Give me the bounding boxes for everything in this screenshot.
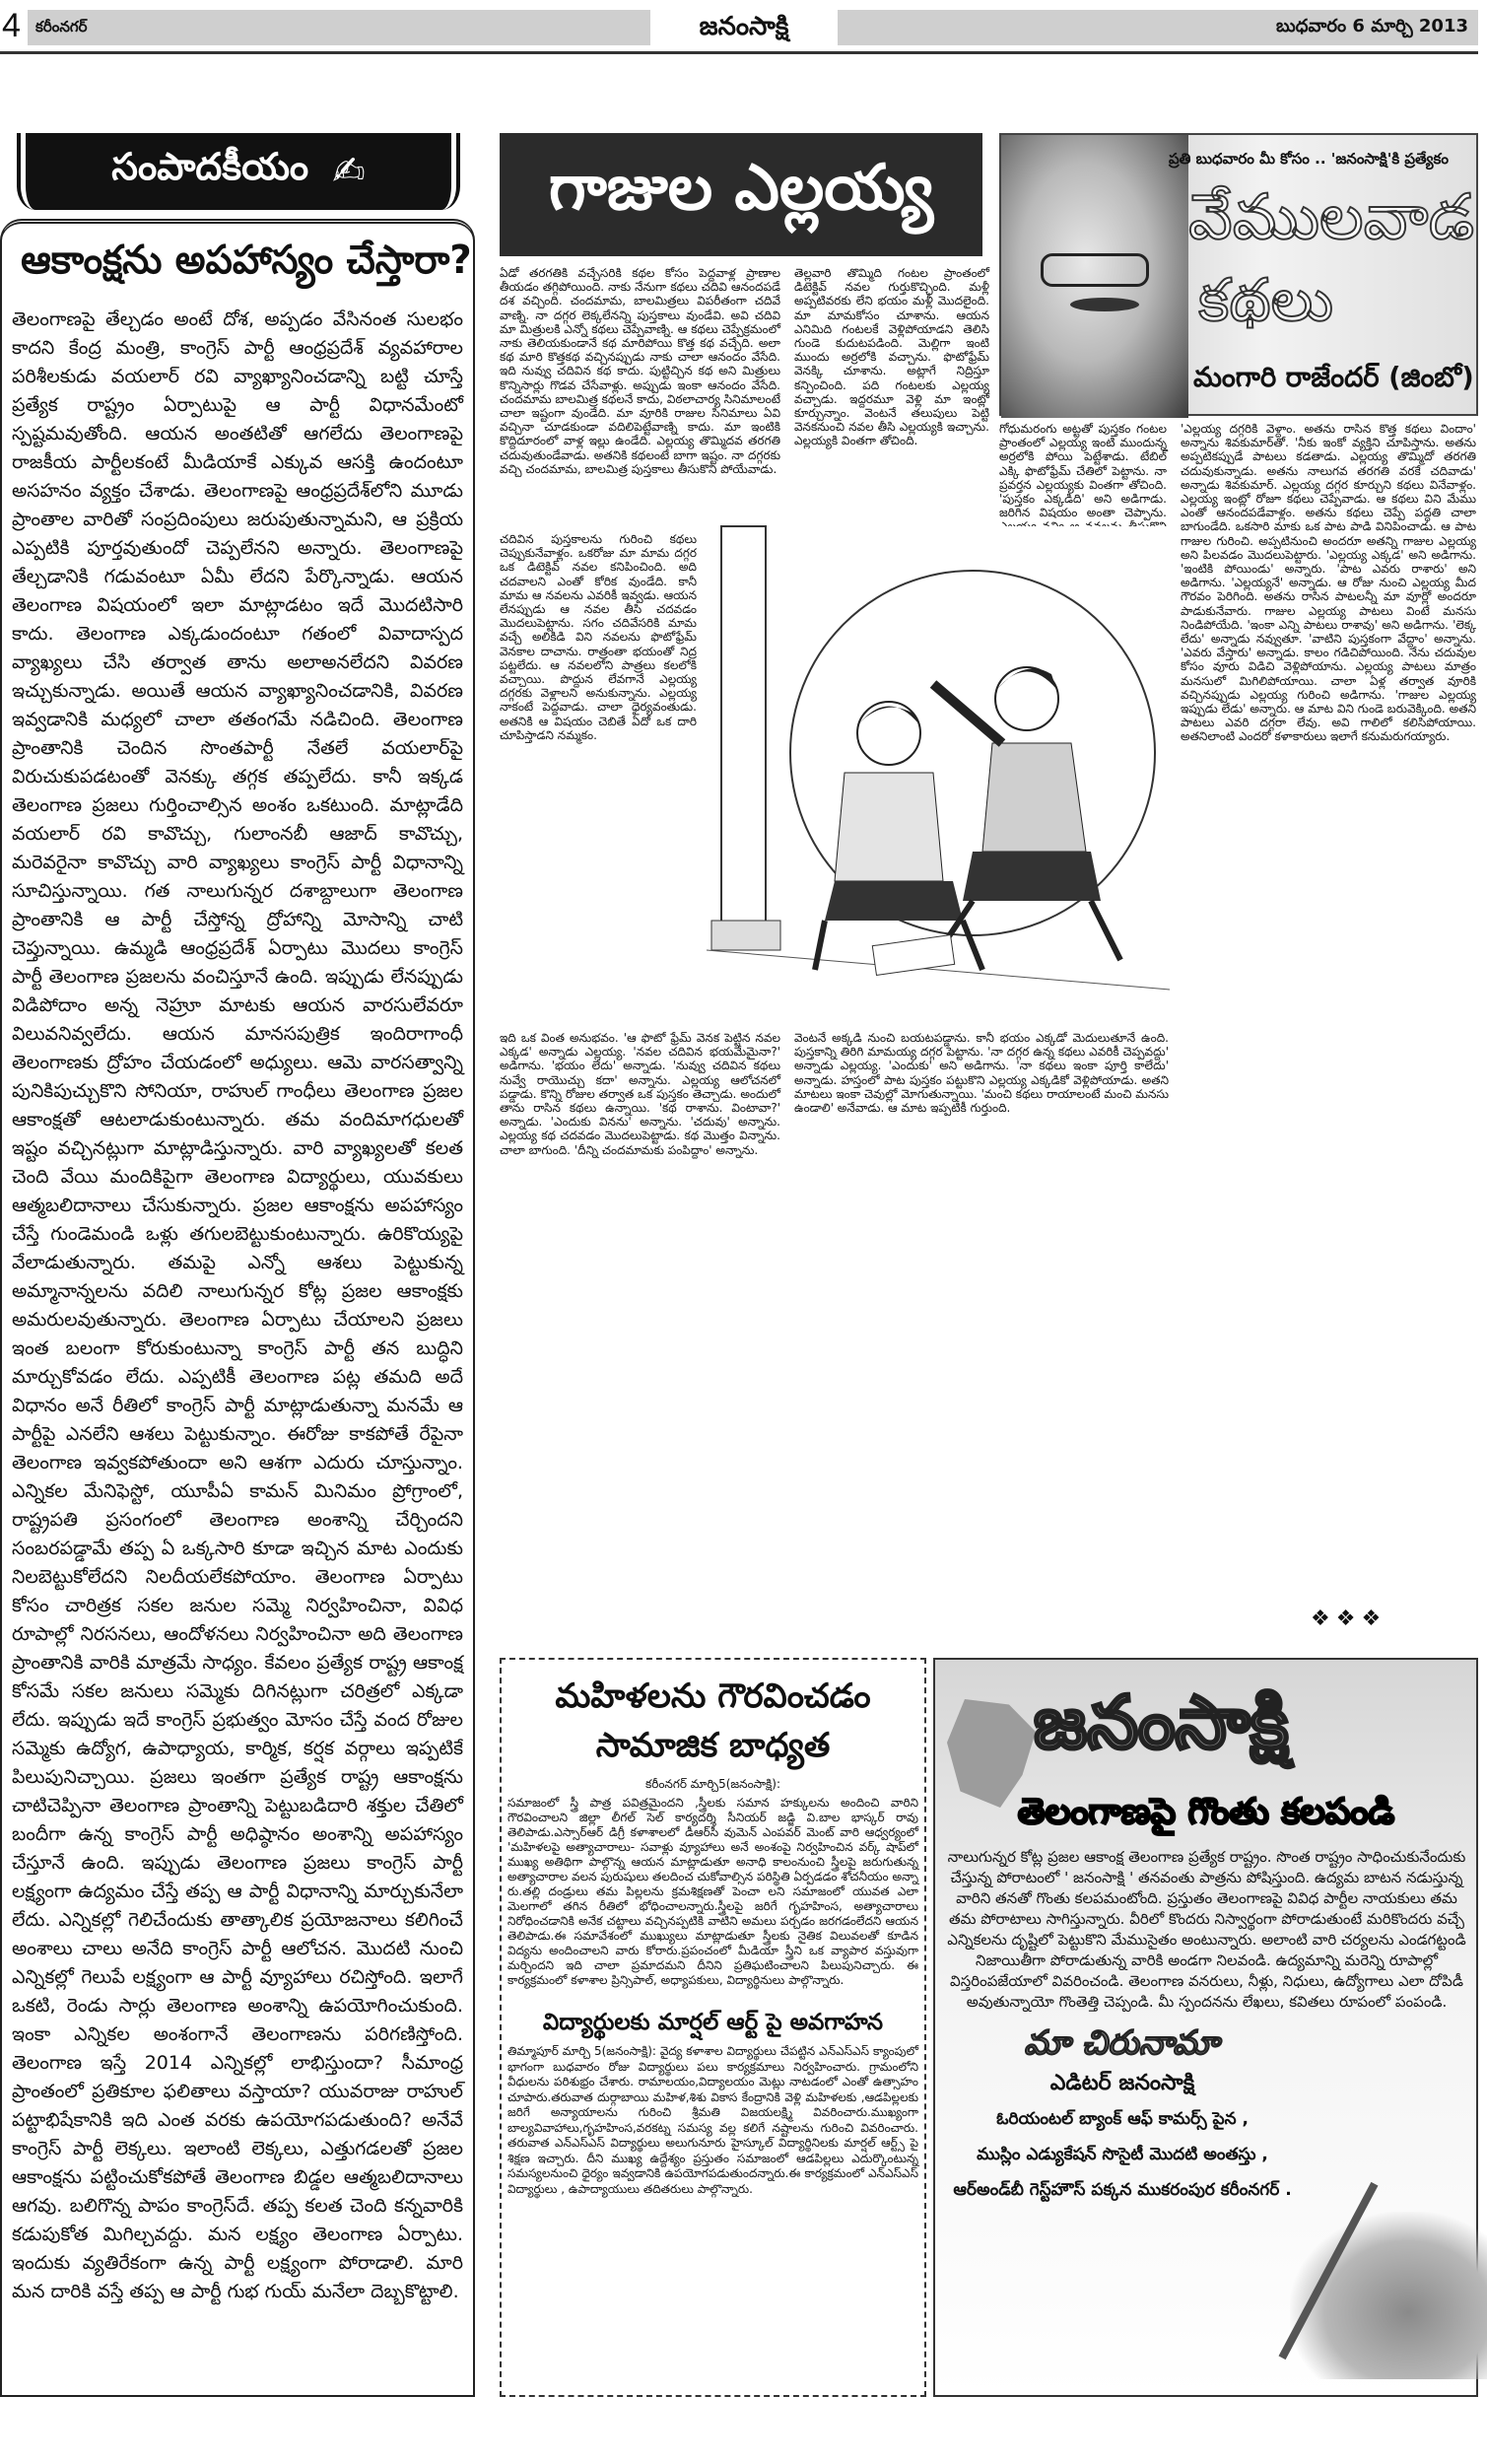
story-column-1: ఏడో తరగతికి వచ్చేసరికి కథల కోసం పెద్దవాళ్ల ప్రాణాల తీయడం తగ్గిపోయింది. నాకు నేనుగా కథలు చదివి ఆనందపడే దశ వచ్చింది. చందమామ, బాలమిత్రలు విపరీతంగా చదివే వాణ్ని. నా దగ్గర లెక్కలేనన్ని పుస్తకాలు వుండేవి. అవి చదివి మా మిత్రులకి ఎన్నో కథలు చెప్పేవాణ్ని. ఆ కథలు చెప్పేక్రమంలో నాకు తెలియకుండానే కథ మారిపోయి కొత్త కథ వచ్చేది. అలా కథ మారి కొత్తకథ వచ్చినప్పుడు నాకు చాలా ఆనందం వేసేది. ఇది నువ్వు చదివిన కథ కాదు. పుట్టిచ్చిన కథ అని మిత్రులు కొన్నిసార్లు గొడవ చేసేవాళ్లు. అప్పుడు ఇంకా ఆనందం వేసేది. చందమామ బాలమిత్ర కథలనే కాదు, విఠలాచార్య సినిమాలంటే చాలా ఇష్టంగా వుండేది. మా వూరికి రాజుల సినిమాలు ఏవి వచ్చినా చూడకుండా వదిలిపెట్టేవాణ్ని కాదు. మా ఇంటికి కొద్దిదూరంలో వాళ్ల ఇల్లు ఉండేది. ఎల్లయ్య తొమ్మిదవ తరగతి చదువుతుండేవాడు. అతనికి కథలంటే బాగా ఇష్టం. నా దగ్గరకు వచ్చి చందమామ, బాలమిత్ర పుస్తకాలు తీసుకొని పోయేవాడు. <box>500 266 780 476</box>
editorial-section-label <box>12 133 465 210</box>
editorial-paragraph: తెలంగాణపై తేల్చడం అంటే దోశ, అప్పడం వేసినంత సులభం కాదని కేంద్ర మంత్రి, కాంగ్రెస్ పార్టీ ఆంధ్రప్రదేశ్ వ్యవహారాల పరిశీలకుడు వయలార్ రవి వ్యాఖ్యానించడాన్ని బట్టి చూస్తే ప్రత్యేక రాష్ట్రం ఏర్పాటుపై ఆ పార్టీ విధానమేంటో స్పష్టమవుతోంది. ఆయన అంతటితో ఆగలేదు తెలంగాణపై రాజకీయ పార్టీలకంటే మీడియాకే ఎక్కువ ఆసక్తి ఉందంటూ అసహనం వ్యక్తం చేశాడు. తెలంగాణపై ఆంధ్రప్రదేశ్‌లోని మూడు ప్రాంతాల వారితో సంప్రదింపులు జరుపుతున్నామని, ఆ ప్రక్రియ ఎప్పటికి పూర్తవుతుందో చెప్పలేనని అన్నారు. తెలంగాణపై తేల్చడానికి గడువంటూ ఏమీ లేదని పేర్కొన్నాడు. ఆయన తెలంగాణ విషయంలో ఇలా మాట్లాడటం ఇదే మొదటిసారి కాదు. తెలంగాణ ఎక్కడుందంటూ గతంలో వివాదాస్పద వ్యాఖ్యలు చేసి తర్వాత తాను అలాఅనలేదని వివరణ ఇచ్చుకున్నాడు. అయితే ఆయన వ్యాఖ్యానించడానికి, వివరణ ఇవ్వడానికి మధ్యలో చాలా తతంగమే నడిచింది. తెలంగాణ ప్రాంతానికి చెందిన సొంతపార్టీ నేతలే వయలార్‌పై విరుచుకుపడటంతో వెనక్కు తగ్గక తప్పలేదు. కానీ ఇక్కడ తెలంగాణ ప్రజలు గుర్తించాల్సిన అంశం ఒకటుంది. మాట్లాడేది వయలార్ రవి కావొచ్చు, గులాంనబీ ఆజాద్ కావొచ్చు, మరెవరైనా కావొచ్చు వారి వ్యాఖ్యలు కాంగ్రెస్ పార్టీ విధానాన్ని సూచిస్తున్నాయి. గత నాలుగున్నర దశాబ్దాలుగా తెలంగాణ ప్రాంతానికి ఆ పార్టీ చేస్తోన్న ద్రోహాన్ని మోసాన్ని చాటి చెప్తున్నాయి. ఉమ్మడి ఆంధ్రప్రదేశ్ ఏర్పాటు మొదలు కాంగ్రెస్ పార్టీ తెలంగాణ ప్రజలను వంచిస్తూనే ఉంది. ఇప్పుడు లేనప్పుడు విడిపోదాం అన్న నెహ్రూ మాటకు ఆయన వారసులేవరూ విలువనివ్వలేదు. ఆయన మానసపుత్రిక ఇందిరాగాంధీ తెలంగాణకు ద్రోహం చేయడంలో అధ్యులు. ఆమె వారసత్వాన్ని పునికిపుచ్చుకొని సోనియా, రాహుల్ గాంధీలు తెలంగాణ ప్రజల ఆకాంక్షతో ఆటలాడుకుంటున్నారు. తమ వందిమాగధులతో ఇష్టం వచ్చినట్లుగా మాట్లాడిస్తున్నారు. వారి వ్యాఖ్యలతో కలత చెంది వేయి మందికిపైగా తెలంగాణ విద్యార్థులు, యువకులు ఆత్మబలిదానాలు చేసుకున్నారు. ప్రజల ఆకాంక్షను అపహాస్యం చేస్తే గుండెమండి ఒళ్లు తగులబెట్టుకుంటున్నారు. ఉరికొయ్యపై వేలాడుతున్నారు. తమపై ఎన్నో ఆశలు పెట్టుకున్న అమ్మానాన్నలను వదిలి నాలుగున్నర కోట్ల ప్రజల ఆకాంక్షకు అమరులవుతున్నారు. తెలంగాణ ఏర్పాటు చేయాలని ప్రజలు ఇంత బలంగా కోరుకుంటున్నా కాంగ్రెస్ పార్టీ తన బుద్ధిని మార్చుకోవడం లేదు. ఎప్పటికీ తెలంగాణ పట్ల తమది అదే విధానం అనే రీతిలో కాంగ్రెస్ పార్టీ మాట్లాడుతున్నా మనమే ఆ పార్టీపై ఎనలేని ఆశలు పెట్టుకున్నాం. ఈరోజు కాకపోతే రేపైనా తెలంగాణ ఇవ్వకపోతుందా అని ఆశగా ఎదురు చూస్తున్నాం. ఎన్నికల మేనిఫెస్టో, యూపీఏ కామన్ మినిమం ప్రోగ్రాంలో, రాష్ట్రపతి ప్రసంగంలో తెలంగాణ అంశాన్ని చేర్చిందని సంబరపడ్డామే తప్ప ఏ ఒక్కసారి కూడా ఇచ్చిన మాట ఎందుకు నిలబెట్టుకోలేదని నిలదీయలేకపోయాం. తెలంగాణ ఏర్పాటు కోసం చారిత్రక సకల జనుల సమ్మె నిర్వహించినా, వివిధ రూపాల్లో నిరసనలు, ఆందోళనలు నిర్వహించినా అది తెలంగాణ ప్రాంతానికి వారికి మాత్రమే సాధ్యం. కేవలం ప్రత్యేక రాష్ట్ర ఆకాంక్ష కోసమే సకల జనులు సమ్మెకు దిగినట్లుగా చరిత్రలో ఎక్కడా లేదు. ఇప్పుడు ఇదే కాంగ్రెస్ ప్రభుత్వం మోసం చేస్తే వంద రోజుల సమ్మెకు ఉద్యోగ, ఉపాధ్యాయ, కార్మిక, కర్షక వర్గాలు ఇప్పటికే పిలుపునిచ్చాయి. ప్రజలు ఇంతగా ప్రత్యేక రాష్ట్ర ఆకాంక్షను చాటిచెప్పినా తెలంగాణ ప్రాంతాన్ని పెట్టుబడిదారి శక్తుల చేతిలో బందీగా ఉన్న కాంగ్రెస్ పార్టీ అధిష్ఠానం అంశాన్ని అపహాస్యం చేస్తూనే ఉంది. ఇప్పుడు తెలంగాణ ప్రజలు కాంగ్రెస్ పార్టీ లక్ష్యంగా ఉద్యమం చేస్తే తప్ప ఆ పార్టీ విధానాన్ని మార్చుకునేలా లేదు. ఎన్నికల్లో గెలిచేందుకు తాత్కాలిక ప్రయోజనాలు కలిగించే అంశాలు చాలు అనేది కాంగ్రెస్ పార్టీ ఆలోచన. మొదటి నుంచి ఎన్నికల్లో గెలుపే లక్ష్యంగా ఆ పార్టీ వ్యూహాలు రచిస్తోంది. ఇలాగే ఒకటి, రెండు సార్లు తెలంగాణ అంశాన్ని ఉపయోగించుకుంది. ఇంకా ఎన్నికల అంశంగానే తెలంగాణను పరిగణిస్తోంది. తెలంగాణ ఇస్తే 2014 ఎన్నికల్లో లాభిస్తుందా? సీమాంధ్ర ప్రాంతంలో ప్రతికూల ఫలితాలు వస్తాయా? యువరాజు రాహుల్ పట్టాభిషేకానికి ఇది ఎంత వరకు ఉపయోగపడుతుంది? అనేవే కాంగ్రెస్ పార్టీ లెక్కలు. ఇలాంటి లెక్కలు, ఎత్తుగడలతో ప్రజల ఆకాంక్షను పట్టించుకోకపోతే తెలంగాణ బిడ్డల ఆత్మబలిదానాలు ఆగవు. బలిగొన్న పాపం కాంగ్రెస్‌దే. తప్ప కలత చెంది కన్నవారికి కడుపుకోత మిగిల్చవద్దు. మన లక్ష్యం తెలంగాణ ఏర్పాటు. ఇందుకు వ్యతిరేకంగా ఉన్న పార్టీ లక్ష్యంగా పోరాడాలి. మారి మన దారికి వస్తే తప్ప ఆ పార్టీ గుభ గుయ్ మనేలా దెబ్బకొట్టాలి. <box>12 308 463 2302</box>
series-title-line1: వేములవాడ <box>1188 181 1475 254</box>
address-line: ఆర్అండ్‌బీ గెస్ట్‌హౌస్ పక్కన ముకరంపుర కరీంనగర్ . <box>953 2180 1292 2200</box>
issue-date: బుధవారం 6 మార్చి 2013 <box>1276 16 1468 36</box>
story-column-3: చదివిన పుస్తకాలను గురించి కథలు చెప్పుకునేవాళ్లం. ఒకరోజు మా మామ దగ్గర ఒక డిటెక్టివ్ నవల కనిపించింది. అది చదవాలని ఎంతో కోరిక వుండేది. కానీ మామ ఆ నవలను ఎవరికీ ఇవ్వడు. ఆయన లేనప్పుడు ఆ నవల తీసి చదవడం మొదలుపెట్టాను. సగం చదివేసరికి మామ వచ్చే అలికిడి విని నవలను ఫొటోఫ్రేమ్ వెనకాల దాచాను. రాత్రంతా భయంతో నిద్ర పట్టలేదు. ఆ నవలలోని పాత్రలు కలలోకి వచ్చాయి. పొద్దున లేవగానే ఎల్లయ్య దగ్గరకు వెళ్లాలని అనుకున్నాను. ఎల్లయ్య నాకంటే పెద్దవాడు. చాలా ధైర్యవంతుడు. అతనికి ఆ విషయం చెబితే ఏదో ఒక దారి చూపిస్తాడని నమ్మకం. <box>500 532 697 742</box>
martial-arts-headline-text: విద్యార్థులకు మార్షల్ ఆర్ట్ పై అవగాహన <box>542 2010 884 2035</box>
story-end-mark: ❖❖❖ <box>1311 1607 1387 1631</box>
header-rule <box>0 51 1478 54</box>
ad-slogan: తెలంగాణపై గొంతు కలపండి <box>1017 1792 1395 1832</box>
story-title: గాజుల ఎల్లయ్య <box>548 150 934 225</box>
editorial-headline-text: ఆకాంక్షను అపహాస్యం చేస్తారా? <box>21 238 472 283</box>
banner-tagline: ప్రతి బుధవారం మీ కోసం .. 'జనంసాక్షి'కి ప్రత్యేకం <box>1169 150 1449 168</box>
story-series-banner <box>999 133 1478 416</box>
edition-city: కరీంనగర్ <box>35 18 88 35</box>
address-line: ఎడిటర్ జనంసాక్షి <box>1049 2071 1195 2095</box>
ad-brand: జనంసాక్షి <box>1034 1680 1289 1765</box>
masthead-logo: జనంసాక్షి <box>650 4 838 49</box>
story-column-5: 'ఎల్లయ్య దగ్గరికి వెళ్దాం. అతను రాసిన కొత్త కథలు విందాం' అన్నాను శివకుమార్‌తో. 'నీకు ఇంకో వ్యక్తిని చూపిస్తాను. అతను అప్పటికప్పుడే పాటలు కడతాడు. ఎల్లయ్య తొమ్మిదో తరగతి చదువుకున్నాడు. అతను నాలుగవ తరగతి వరకే చదివాడు' అన్నాడు శివకుమార్. ఎల్లయ్య దగ్గర కూర్చుని కథలు వినేవాళ్లం. ఎల్లయ్య ఇంట్లో రోజూ కథలు చెప్పేవాడు. ఆ కథలు విని మేము ఎంతో ఆనందపడేవాళ్లం. అతను కథలు చెప్పే పద్ధతి చాలా బాగుండేది. ఒకసారి మాకు ఒక పాట పాడి వినిపించాడు. ఆ పాట గాజుల గురించి. అప్పటినుంచి అందరూ అతన్ని గాజుల ఎల్లయ్య అని పిలవడం మొదలుపెట్టారు. 'ఎల్లయ్య ఎక్కడ' అని అడిగాను. 'ఇంటికి పోయిండు' అన్నారు. 'పాట ఎవరు రాశారు' అని అడిగాను. 'ఎల్లయ్యనే' అన్నాడు. ఆ రోజు నుంచి ఎల్లయ్య మీద గౌరవం పెరిగింది. అతను రాసిన పాటలన్నీ మా వూర్లో అందరూ పాడుకునేవారు. గాజుల ఎల్లయ్య పాటలు వింటే మనసు నిండిపోయేది. 'ఇంకా ఎన్ని పాటలు రాశావు' అని అడిగాను. 'లెక్క లేదు' అన్నాడు నవ్వుతూ. 'వాటిని పుస్తకంగా వేద్దాం' అన్నాను. 'ఎవరు వేస్తారు' అన్నాడు. కాలం గడిచిపోయింది. నేను చదువుల కోసం వూరు విడిచి వెళ్లిపోయాను. ఎల్లయ్య పాటలు మాత్రం మనసులో మిగిలిపోయాయి. చాలా ఏళ్ల తర్వాత వూరికి వచ్చినప్పుడు ఎల్లయ్య గురించి అడిగాను. 'గాజుల ఎల్లయ్య ఇప్పుడు లేడు' అన్నారు. ఆ మాట విని గుండె బరువెక్కింది. అతని పాటలు ఎవరి దగ్గరా లేవు. అవి గాలిలో కలిసిపోయాయి. అతనిలాంటి ఎందరో కళాకారులు ఇలాగే కనుమరుగయ్యారు. <box>1181 422 1476 744</box>
women-article <box>507 1672 918 2389</box>
story-illustration <box>707 526 1170 1019</box>
janamsakshi-appeal-ad <box>933 1658 1478 2397</box>
martial-arts-headline <box>507 2007 918 2038</box>
ad-address-heading: మా చిరునామా <box>1024 2023 1219 2063</box>
ad-body: నాలుగున్నర కోట్ల ప్రజల ఆకాంక్ష తెలంగాణ ప్రత్యేక రాష్ట్రం. సొంత రాష్ట్రం సాధించుకునేందుకు చేస్తున్న పోరాటంలో ' జనంసాక్షి ' తనవంతు పాత్రను పోషిస్తుంది. ఉద్యమ బాటన నడుస్తున్న వారిని తనతో గొంతు కలపమంటోంది. ప్రస్తుతం తెలంగాణపై వివిధ పార్టీల నాయకులు తమ తమ పోరాటాలు సాగిస్తున్నారు. వీరిలో కొందరు నిస్వార్థంగా పోరాడుతుంటే మరికొందరు వచ్చే ఎన్నికలను దృష్టిలో పెట్టుకొని మేముసైతం అంటున్నారు. అలాంటి వారి చర్యలను ఎండగట్టండి నిజాయితీగా పోరాడుతున్న వారికి అండగా నిలవండి. ఉద్యమాన్ని మరెన్ని రూపాల్లో విస్తరింపజేయాలో వివరించండి. తెలంగాణ వనరులు, నీళ్లు, నిధులు, ఉద్యోగాలు ఎలా దోపిడీ అవుతున్నాయో గొంతెత్తి చెప్పండి. మీ స్పందనను లేఖలు, కవితలు రూపంలో పంపండి. <box>947 1848 1466 2011</box>
women-article-body: సమాజంలో స్త్రీ పాత్ర పవిత్రమైందని ,స్త్రీలకు సమాన హక్కులను అందించి వారిని గౌరవించాలని జిల్లా లీగల్ సెల్ కార్యదర్శి సీనియర్ జడ్జి వి.బాల భాస్కర్ రావు తెలిపాడు.ఎస్సార్ఆర్ డిగ్రీ కళాశాలలో డీఆర్‌సీ వుమెన్ ఎంపవర్ మెంట్ వారి ఆధ్వర్యంలో 'మహిళలపై అత్యాచారాలు- సవాళ్లు వ్యూహాలు అనే అంశంపై నిర్వహించిన వర్క్ షాప్‌లో ముఖ్య అతిథిగా పాల్గొన్న ఆయన మాట్లాడుతూ అనాధి కాలంనుంచి స్త్రీలపై జరుగుతున్న అత్యాచారాల వలన పురుషులు తలదించ చుకోవాల్సిన పరిస్థితి ఏర్పడడం శోచనీయం అన్నా రు.తల్లి దండ్రులు తమ పిల్లలను క్రమశిక్షణతో పెంచా లని సమాజంలో యువత ఎలా మెలగాలో తగిన రీతిలో భోధించాలన్నారు.స్త్రీలపై జరిగే గృహహింస, అత్యాచారాలు నిరోధించడానికి అనేక చట్టాలు వచ్చినప్పటికి వాటిని అమలు పర్చడం జరగడంలేదని ఆయన తెలిపాడు.ఈ సమావేశంలో ముఖ్యులు మాట్లాడుతూ స్త్రీలకు నైతిక విలువలతో కూడిన విద్యను అందించాలని వారు కోరారు.ప్రపంచంలో మీడియా స్త్రీని ఒక వ్యాపార వస్తువుగా మర్చిందని ఇది చాలా ప్రమాదమని దీనిని ప్రతిఘటించాలని పిలుపునిచ్చారు. ఈ కార్యక్రమంలో కళాశాల ప్రిన్సిపాల్, అధ్యాపకులు, విద్యార్థినులు పాల్గొన్నారు. <box>507 1796 918 1987</box>
ad-lower-content <box>945 1847 1468 2389</box>
pen-writing-icon: ✍ <box>332 149 366 194</box>
story-author: మంగారి రాజేందర్ (జింబో) <box>1193 361 1474 393</box>
story-column-6: ఇది ఒక వింత అనుభవం. 'ఆ ఫొటో ఫ్రేమ్ వెనక పెట్టిన నవల ఎక్కడ' అన్నాడు ఎల్లయ్య. 'నవల చదివిన భయమేమైనా?' అడిగాను. 'భయం లేదు' అన్నాడు. 'నువ్వు చదివిన కథలు నువ్వే రాయొచ్చు కదా' అన్నాను. ఎల్లయ్య ఆలోచనలో పడ్డాడు. కొన్ని రోజుల తర్వాత ఒక పుస్తకం తెచ్చాడు. అందులో తాను రాసిన కథలు ఉన్నాయి. 'కథ రాశాను. వింటావా?' అన్నాడు. 'ఎందుకు వినను' అన్నాను. 'చదువు' అన్నాను. ఎల్లయ్య కథ చదవడం మొదలుపెట్టాడు. కథ మొత్తం విన్నాను. చాలా బాగుంది. 'దీన్ని చందమామకు పంపిద్దాం' అన్నాను. <box>500 1031 780 1157</box>
author-photo-glasses <box>1041 253 1149 287</box>
women-article-dateline: కరీంనగర్ మార్చి5(జనంసాక్షి): <box>644 1777 781 1791</box>
story-column-7: వెంటనే అక్కడి నుంచి బయటపడ్డాను. కానీ భయం ఎక్కడో మెదులుతూనే ఉంది. పుస్తకాన్ని తిరిగి మామయ్య దగ్గర పెట్టాను. 'నా దగ్గర ఉన్న కథలు ఎవరికీ చెప్పవద్దు' అన్నాడు ఎల్లయ్య. 'ఎందుకు' అని అడిగాను. 'నా కథలు ఇంకా పూర్తి కాలేదు' అన్నాడు. హస్తంలో పాట పుస్తకం పట్టుకొని ఎల్లయ్య ఎక్కడికో వెళ్లిపోయాడు. అతని మాటలు ఇంకా చెవుల్లో మోగుతున్నాయి. 'మంచి కథలు రాయాలంటే మంచి మనసు ఉండాలి' అనేవాడు. ఆ మాట ఇప్పటికీ గుర్తుంది. <box>794 1031 1169 1116</box>
story-title-box <box>500 133 982 256</box>
author-photo-detail <box>1070 298 1139 311</box>
editorial-headline <box>12 229 472 292</box>
story-column-2: తెల్లవారి తొమ్మిది గంటల ప్రాంతంలో డిటెక్టివ్ నవల గుర్తుకొచ్చింది. మళ్లీ అప్పటివరకు లేని భయం మళ్లీ మొదలైంది. మా మామకోసం చూశాను. ఆయన ఎనిమిది గంటలకే వెళ్లిపోయాడని తెలిసి గుండె కుదుటపడింది. మెల్లిగా ఇంటి ముందు అర్రలోకి వచ్చాను. ఫొటోఫ్రేమ్ వెనక్కి చూశాను. అట్లాగే నిద్రిస్తూ కన్పించింది. పది గంటలకు ఎల్లయ్య వచ్చాడు. ఇద్దరమూ వెళ్లి మా ఇంట్లో కూర్చున్నాం. వెంటనే తలుపులు పెట్టి వెనకనుంచి నవల తీసి ఎల్లయ్యకి ఇచ్చాను. ఎల్లయ్యకి వింతగా తోచింది. <box>794 266 989 448</box>
story-column-4: గోధుమరంగు అట్టతో పుస్తకం గంటల ప్రాంతంలో ఎల్లయ్య ఇంటి ముందున్న అర్రలోకి పోయి పెట్టేశాడు. టేబిల్ ఎక్కి ఫొటోఫ్రేమ్ చేతిలో పెట్టాను. నా ప్రవర్తన ఎల్లయ్యకు వింతగా తోచింది. 'పుస్తకం ఎక్కడిది' అని అడిగాడు. జరిగిన విషయం అంతా చెప్పాను. <box>999 422 1167 520</box>
editorial-body <box>12 306 463 2387</box>
ad-address <box>945 2066 1300 2208</box>
series-title-line2: కథలు <box>1198 266 1333 335</box>
women-article-headline: మహిళలను గౌరవించడం సామాజిక బాధ్యత <box>555 1677 871 1765</box>
two-boys-talking-illustration <box>707 526 1170 1019</box>
editorial-label-text: సంపాదకీయం <box>111 145 309 188</box>
address-line: ఓరియంటల్ బ్యాంక్ ఆఫ్ కామర్స్ పైన , <box>996 2109 1249 2129</box>
page-number: 4 <box>2 7 21 44</box>
martial-arts-body: తిమ్మాపూర్ మార్చి 5(జనంసాక్షి): వైద్య కళాశాల విద్యార్థులు చేపట్టిన ఎన్ఎస్ఎస్ క్యాంపులో భాగంగా బుధవారం రోజు విద్యార్థులు పలు కార్యక్రమాలు నిర్వహించారు. గ్రామంలోని వీధులను పరిశుభ్రం చేశారు. రామాలయం,విద్యాలయం మెట్లు నాటడంలో ఎంతో ఉత్సాహం చూపారు.తరువాత దుర్గాబాయి మహిళ,శిశు వికాస కేంద్రానికి వెళ్లి మహిళలకు ,ఆడపిల్లలకు జరిగే అన్యాయాలను గురించి శ్రీమతి విజయలక్ష్మి వివరించారు.ముఖ్యంగా బాల్యవివాహాలు,గృహహింస,వరకట్న సమస్య వల్ల కలిగే నష్టాలను గురించి వివరించారు. తరువాత ఎన్ఎస్ఎస్ విద్యార్థులు అలుగునూరు హైస్కూల్ విద్యార్థినిలకు మార్షల్ ఆర్ట్స్ పై శిక్షణ ఇచ్చారు. దీని ముఖ్య ఉద్దేశ్యం ప్రస్తుతం సమాజంలో ఆడపిల్లలు ఎదుర్కొంటున్న సమస్యలనుంచి ధైర్యం ఇవ్వడానికి ఉపయోగపడుతుందన్నారు.ఈ కార్యక్రమంలో ఎన్ఎస్ఎస్ విద్యార్థులు , ఉపాద్యాయులు తదితరులు పాల్గొన్నారు. <box>507 2044 918 2196</box>
address-line: ముస్లిం ఎడ్యుకేషన్ సొసైటీ మొదటి అంతస్తు , <box>977 2145 1268 2164</box>
editorial-column <box>12 229 472 2387</box>
